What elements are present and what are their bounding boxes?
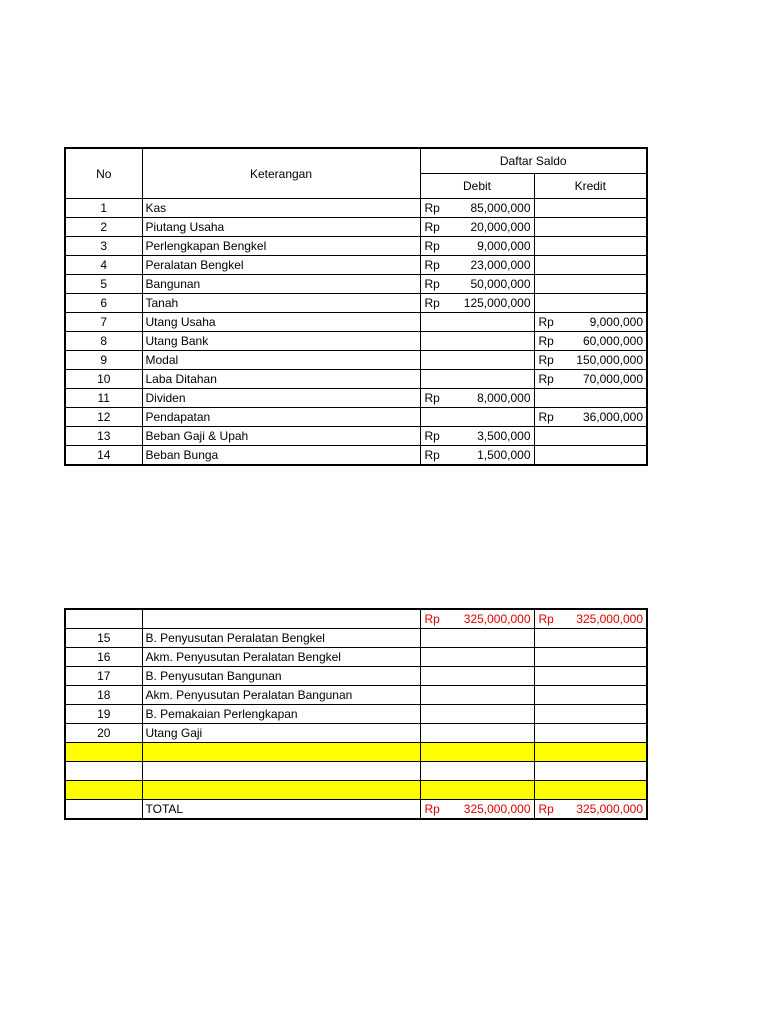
table-row (65, 629, 647, 648)
row-description: Akm. Penyusutan Peralatan Bangunan (142, 686, 420, 705)
row-description: Modal (142, 351, 420, 370)
row-number: 17 (65, 667, 142, 686)
table-row (65, 313, 647, 332)
kredit-cell (534, 218, 647, 237)
empty-row (65, 762, 647, 781)
debit-cell (420, 427, 534, 446)
table-row (65, 408, 647, 427)
adjustment-table (64, 608, 648, 820)
row-number: 19 (65, 705, 142, 724)
kredit-cell (534, 446, 647, 466)
debit-cell (420, 237, 534, 256)
header-kredit: Kredit (534, 174, 647, 199)
row-number: 5 (65, 275, 142, 294)
amount-value: 36,000,000 (582, 410, 643, 424)
currency-label: Rp (424, 220, 440, 234)
table-row (65, 389, 647, 408)
total-row (65, 800, 647, 820)
debit-cell (420, 446, 534, 466)
table-row (65, 686, 647, 705)
empty-row (65, 781, 647, 800)
empty-cell (534, 762, 647, 781)
table-row (65, 237, 647, 256)
kredit-cell (534, 389, 647, 408)
row-number: 20 (65, 724, 142, 743)
empty-cell (420, 781, 534, 800)
row-number: 1 (65, 199, 142, 218)
debit-cell (420, 648, 534, 667)
table-row (65, 724, 647, 743)
empty-cell (65, 743, 142, 762)
kredit-cell (534, 408, 647, 427)
row-description: Kas (142, 199, 420, 218)
debit-cell (420, 389, 534, 408)
empty-cell (420, 762, 534, 781)
row-number: 9 (65, 351, 142, 370)
row-description: Peralatan Bengkel (142, 256, 420, 275)
subtotal-debit: Rp 325,000,000 (420, 609, 534, 629)
currency-label: Rp (538, 410, 554, 424)
amount-value: 20,000,000 (470, 220, 531, 234)
row-number: 10 (65, 370, 142, 389)
currency-label: Rp (424, 201, 440, 215)
amount-value: 125,000,000 (463, 296, 531, 310)
row-number: 6 (65, 294, 142, 313)
kredit-cell (534, 332, 647, 351)
table-row (65, 705, 647, 724)
row-number: 11 (65, 389, 142, 408)
debit-cell (420, 705, 534, 724)
row-description: Laba Ditahan (142, 370, 420, 389)
currency-label: Rp (538, 315, 554, 329)
row-description: Pendapatan (142, 408, 420, 427)
kredit-cell (534, 256, 647, 275)
row-description: Perlengkapan Bengkel (142, 237, 420, 256)
table-row (65, 667, 647, 686)
table-row (65, 351, 647, 370)
debit-cell (420, 294, 534, 313)
empty-row (65, 743, 647, 762)
table-row (65, 294, 647, 313)
debit-cell (420, 629, 534, 648)
table-row (65, 218, 647, 237)
table-row (65, 332, 647, 351)
row-number: 14 (65, 446, 142, 466)
row-description: Akm. Penyusutan Peralatan Bengkel (142, 648, 420, 667)
amount-value: 85,000,000 (470, 201, 531, 215)
trial-balance-table (64, 147, 648, 466)
currency-label: Rp (538, 372, 554, 386)
row-description: Utang Usaha (142, 313, 420, 332)
amount-value: 150,000,000 (576, 353, 643, 367)
total-debit (420, 800, 534, 820)
row-number: 7 (65, 313, 142, 332)
currency-label: Rp (424, 277, 440, 291)
row-description: Tanah (142, 294, 420, 313)
debit-cell (420, 724, 534, 743)
amount-value: 70,000,000 (582, 372, 643, 386)
row-number: 16 (65, 648, 142, 667)
debit-cell (420, 408, 534, 427)
amount-value: 3,500,000 (477, 429, 531, 443)
currency-label: Rp (424, 239, 440, 253)
row-description: B. Penyusutan Bangunan (142, 667, 420, 686)
empty-cell (142, 762, 420, 781)
header-daftar-saldo: Daftar Saldo (420, 148, 647, 174)
row-number: 2 (65, 218, 142, 237)
debit-cell (420, 275, 534, 294)
row-number: 8 (65, 332, 142, 351)
debit-cell (420, 199, 534, 218)
kredit-cell (534, 705, 647, 724)
currency-label: Rp (424, 448, 440, 462)
currency-label: Rp (424, 391, 440, 405)
kredit-cell (534, 275, 647, 294)
currency-label: Rp (424, 802, 440, 816)
row-description: Utang Bank (142, 332, 420, 351)
subtotal-row (65, 609, 647, 629)
subtotal-kredit: Rp 325,000,000 (534, 609, 647, 629)
currency-label: Rp (424, 258, 440, 272)
header-debit: Debit (420, 174, 534, 199)
currency-label: Rp (538, 334, 554, 348)
header-no: No (65, 148, 142, 199)
table-row (65, 446, 647, 466)
kredit-cell (534, 199, 647, 218)
amount-value: 325,000,000 (576, 802, 643, 816)
row-description: B. Penyusutan Peralatan Bengkel (142, 629, 420, 648)
currency-label: Rp (424, 296, 440, 310)
total-label: TOTAL (142, 800, 420, 820)
amount-value: 50,000,000 (470, 277, 531, 291)
debit-cell (420, 686, 534, 705)
debit-cell (420, 218, 534, 237)
currency-label: Rp (424, 429, 440, 443)
debit-cell (420, 332, 534, 351)
empty-cell (65, 800, 142, 820)
debit-cell (420, 370, 534, 389)
table-row (65, 275, 647, 294)
table-row (65, 370, 647, 389)
debit-cell (420, 351, 534, 370)
row-number: 15 (65, 629, 142, 648)
row-description: Beban Bunga (142, 446, 420, 466)
row-description: Bangunan (142, 275, 420, 294)
table-row (65, 648, 647, 667)
row-number: 18 (65, 686, 142, 705)
total-kredit (534, 800, 647, 820)
kredit-cell (534, 648, 647, 667)
amount-value: 23,000,000 (470, 258, 531, 272)
currency-label: Rp (538, 353, 554, 367)
amount-value: 9,000,000 (477, 239, 531, 253)
kredit-cell (534, 351, 647, 370)
kredit-cell (534, 629, 647, 648)
kredit-cell (534, 724, 647, 743)
currency-label: Rp (538, 802, 554, 816)
kredit-cell (534, 313, 647, 332)
empty-cell (142, 781, 420, 800)
row-number: 13 (65, 427, 142, 446)
header-keterangan: Keterangan (142, 148, 420, 199)
amount-value: 1,500,000 (477, 448, 531, 462)
row-number: 4 (65, 256, 142, 275)
empty-cell (142, 743, 420, 762)
kredit-cell (534, 427, 647, 446)
kredit-cell (534, 237, 647, 256)
kredit-cell (534, 667, 647, 686)
kredit-cell (534, 294, 647, 313)
row-description: Utang Gaji (142, 724, 420, 743)
row-description: Beban Gaji & Upah (142, 427, 420, 446)
kredit-cell (534, 370, 647, 389)
empty-cell (420, 743, 534, 762)
debit-cell (420, 313, 534, 332)
debit-cell (420, 256, 534, 275)
empty-cell (65, 781, 142, 800)
amount-value: 9,000,000 (589, 315, 643, 329)
table-row (65, 427, 647, 446)
kredit-cell (534, 686, 647, 705)
row-description: B. Pemakaian Perlengkapan (142, 705, 420, 724)
table-row (65, 256, 647, 275)
debit-cell (420, 667, 534, 686)
amount-value: 8,000,000 (477, 391, 531, 405)
table-row (65, 199, 647, 218)
row-number: 3 (65, 237, 142, 256)
empty-cell (534, 743, 647, 762)
amount-value: 325,000,000 (463, 802, 531, 816)
row-number: 12 (65, 408, 142, 427)
row-description: Piutang Usaha (142, 218, 420, 237)
empty-cell (534, 781, 647, 800)
row-description: Dividen (142, 389, 420, 408)
amount-value: 60,000,000 (582, 334, 643, 348)
empty-cell (65, 762, 142, 781)
